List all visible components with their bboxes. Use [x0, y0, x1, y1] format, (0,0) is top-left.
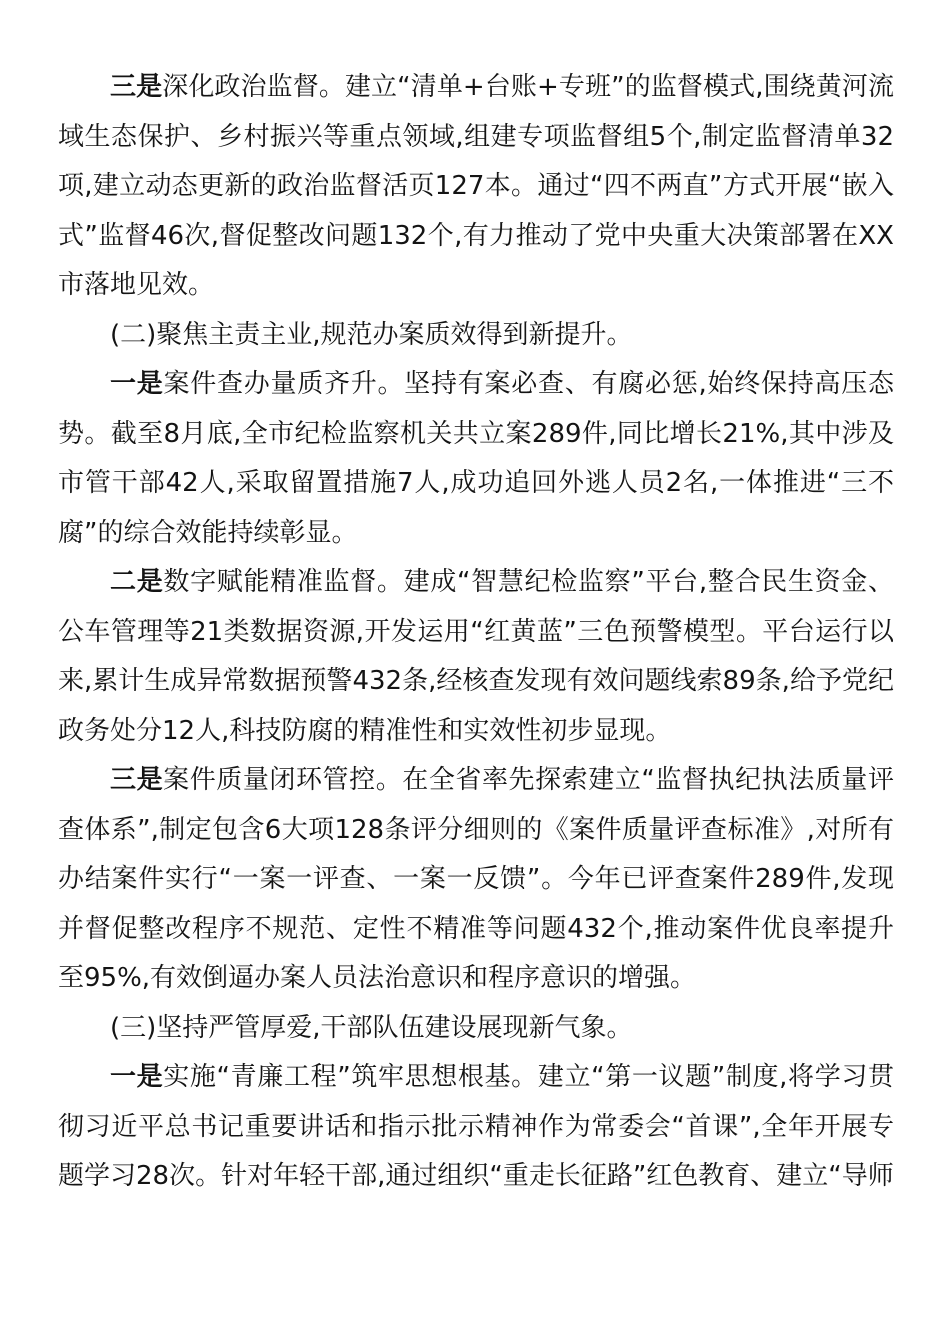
paragraph-lead: 三是	[110, 765, 164, 795]
paragraph-youth-integrity	[58, 1053, 894, 1202]
paragraph-text: 案件查办量质齐升。坚持有案必查、有腐必惩,始终保持高压态势。截至8月底,全市纪检监察机关共立案289件,同比增长21%,其中涉及市管干部42人,采取留置措施7人,成功追回外逃人员2名,一体推进“三不腐”的综合效能持续彰显。	[58, 369, 894, 548]
document-body	[58, 63, 894, 1202]
section-heading-text: (二)聚焦主责主业,规范办案质效得到新提升。	[110, 319, 633, 350]
paragraph-text: 数字赋能精准监督。建成“智慧纪检监察”平台,整合民生资金、公车管理等21类数据资源,开发运用“红黄蓝”三色预警模型。平台运行以来,累计生成异常数据预警432条,经核查发现有效问题线索89条,给予党纪政务处分12人,科技防腐的精准性和实效性初步显现。	[58, 567, 894, 746]
paragraph-case-quality	[58, 756, 894, 1004]
paragraph-case-handling	[58, 360, 894, 558]
paragraph-lead: 三是	[110, 72, 163, 102]
paragraph-text: 实施“青廉工程”筑牢思想根基。建立“第一议题”制度,将学习贯彻习近平总书记重要讲话和指示批示精神作为常委会“首课”,全年开展专题学习28次。针对年轻干部,通过组织“重走长征路”红色教育、建立“导师	[58, 1062, 894, 1191]
section-heading-3	[58, 1004, 894, 1054]
paragraph-digital-supervision	[58, 558, 894, 756]
paragraph-lead: 一是	[110, 1062, 164, 1092]
paragraph-lead: 一是	[110, 369, 164, 399]
section-heading-text: (三)坚持严管厚爱,干部队伍建设展现新气象。	[110, 1012, 633, 1043]
paragraph-political-supervision	[58, 63, 894, 311]
section-heading-2	[58, 311, 894, 361]
paragraph-lead: 二是	[110, 567, 164, 597]
paragraph-text: 深化政治监督。建立“清单+台账+专班”的监督模式,围绕黄河流域生态保护、乡村振兴等重点领域,组建专项监督组5个,制定监督清单32项,建立动态更新的政治监督活页127本。通过“四不两直”方式开展“嵌入式”监督46次,督促整改问题132个,有力推动了党中央重大决策部署在XX市落地见效。	[58, 72, 894, 300]
paragraph-text: 案件质量闭环管控。在全省率先探索建立“监督执纪执法质量评查体系”,制定包含6大项128条评分细则的《案件质量评查标准》,对所有办结案件实行“一案一评查、一案一反馈”。今年已评查案件289件,发现并督促整改程序不规范、定性不精准等问题432个,推动案件优良率提升至95%,有效倒逼办案人员法治意识和程序意识的增强。	[58, 765, 894, 993]
